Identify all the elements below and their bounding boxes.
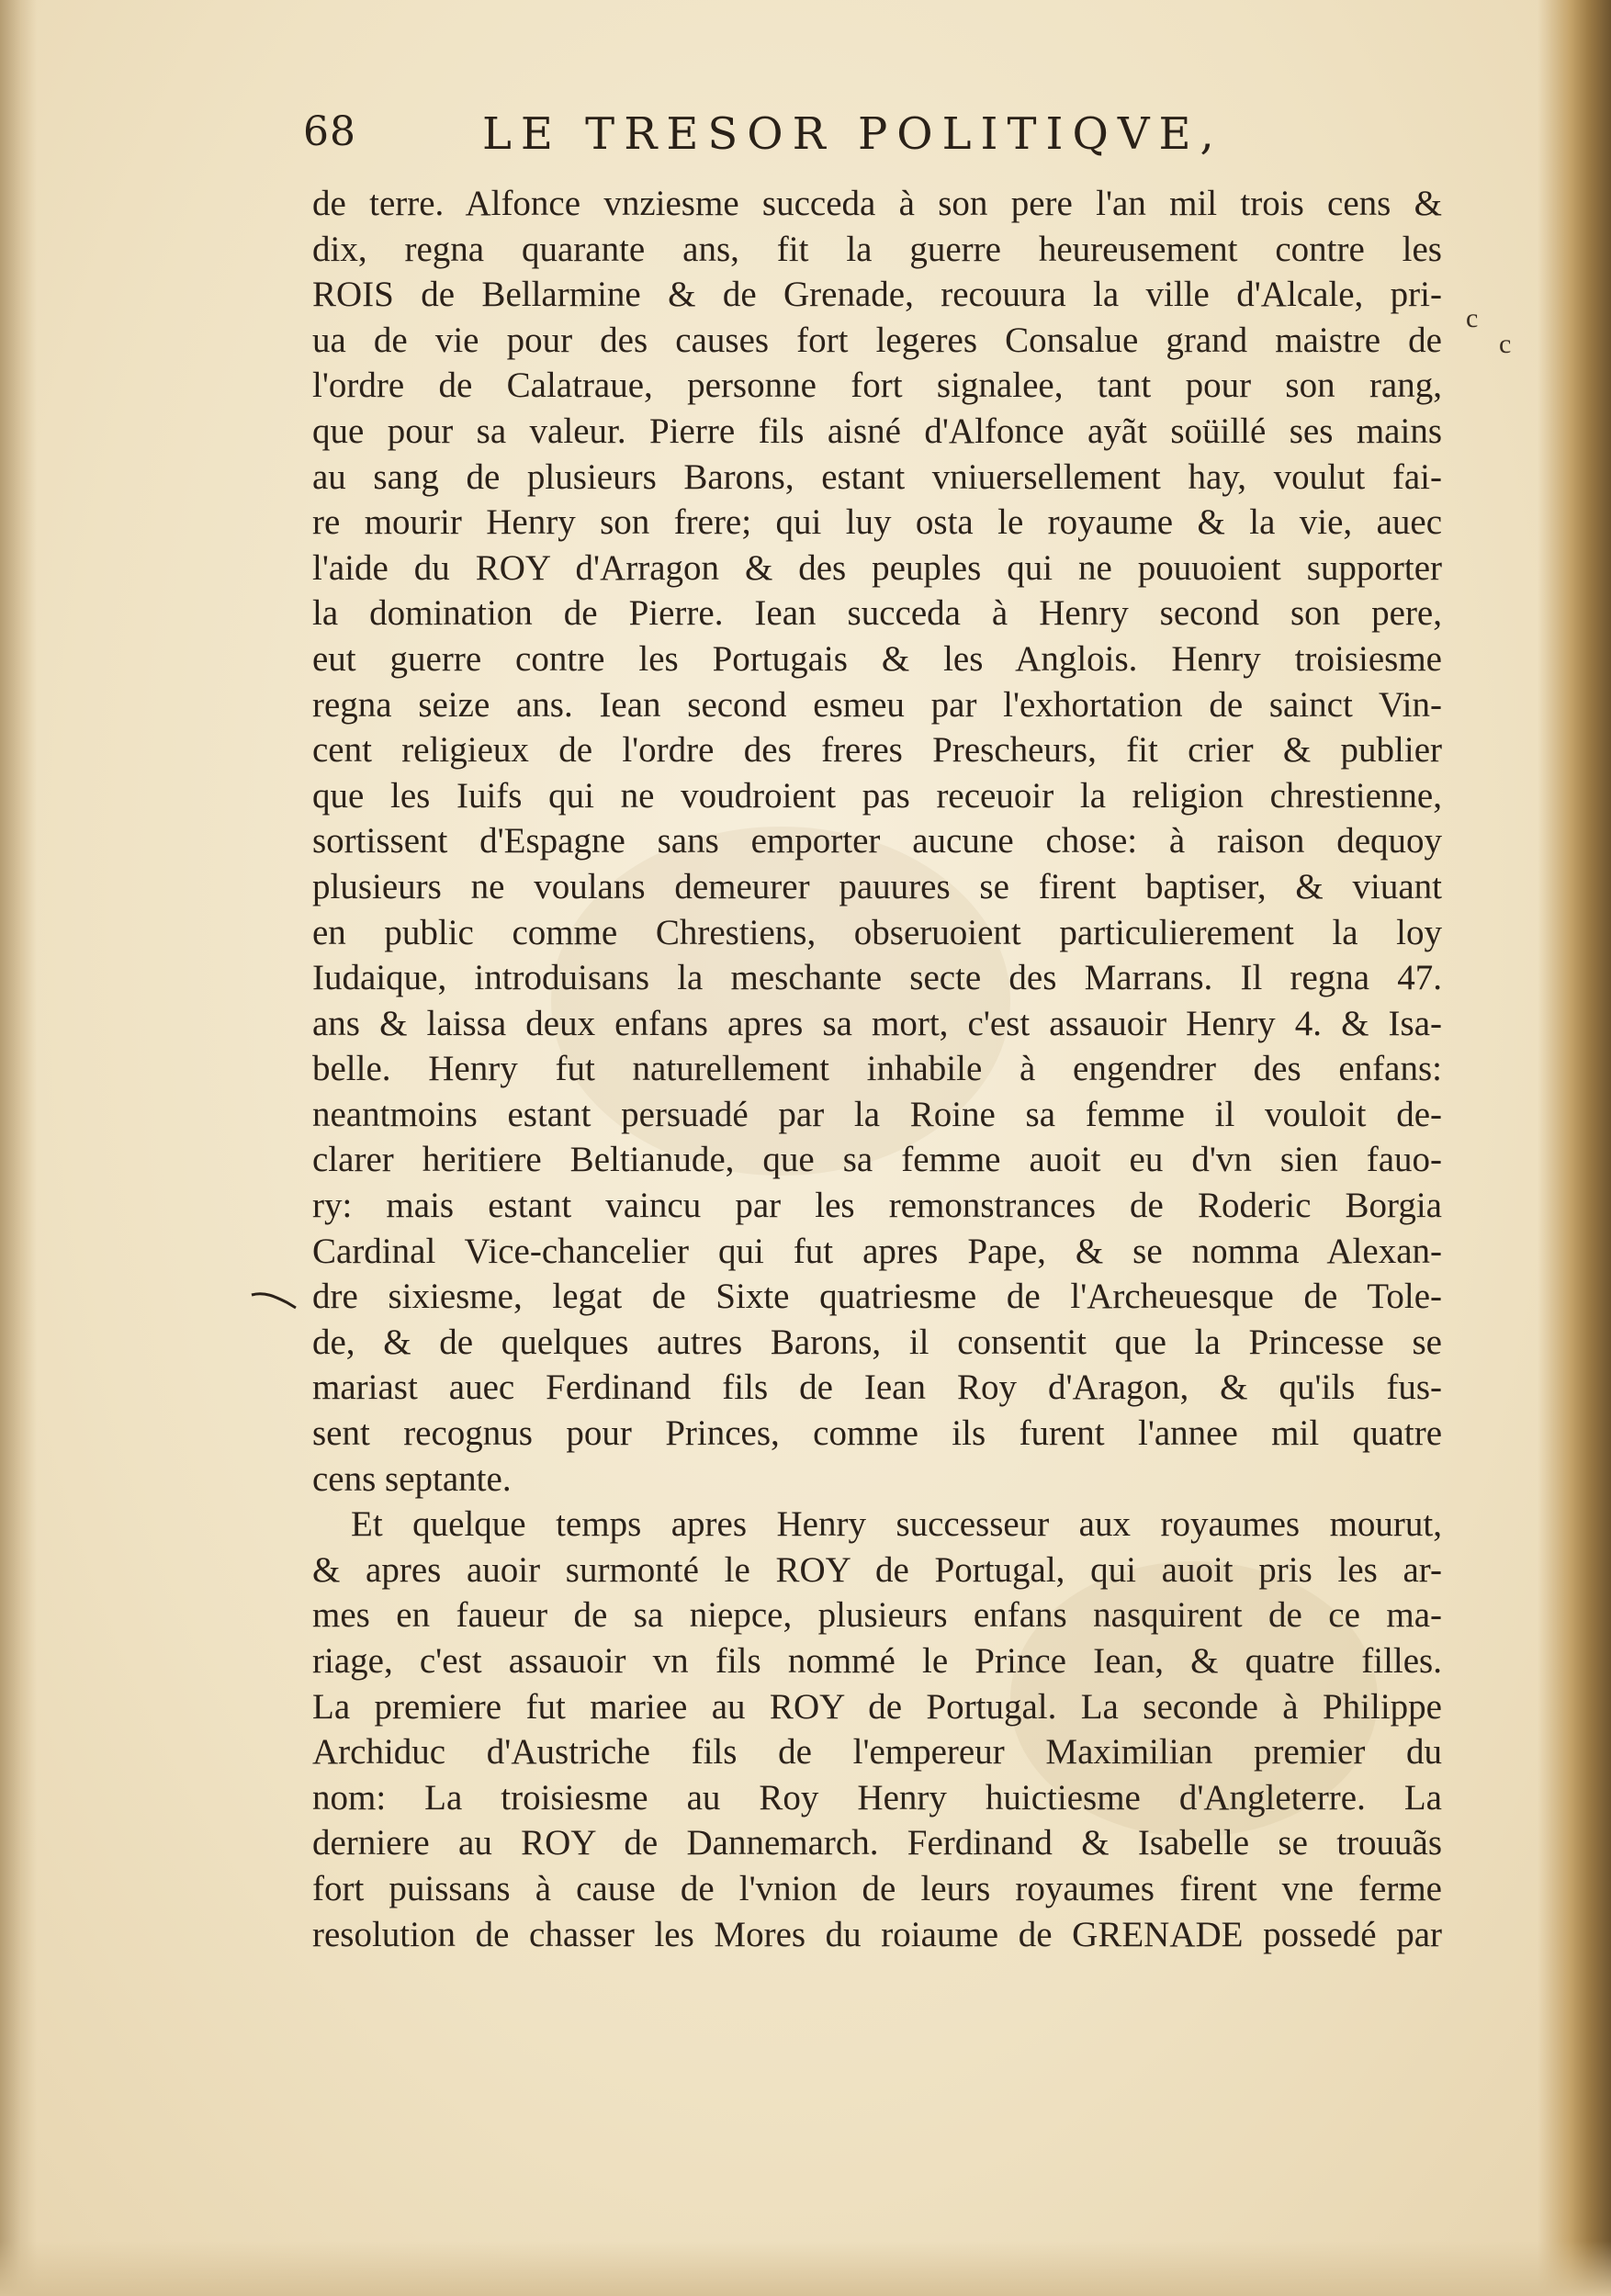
- text-line: derniere au ROY de Dannemarch. Ferdinand & Isabelle se trouuãs: [312, 1823, 1442, 1863]
- text-line: mariast auec Ferdinand fils de Iean Roy d'Aragon, & qu'ils fus-: [312, 1367, 1442, 1408]
- page-number: 68: [303, 108, 356, 155]
- text-line: neantmoins estant persuadé par la Roine sa femme il vouloit de-: [312, 1094, 1442, 1134]
- text-line: nom: La troisiesme au Roy Henry huictiesme d'Angleterre. La: [312, 1777, 1442, 1818]
- text-line: Et quelque temps apres Henry successeur aux royaumes mourut,: [351, 1504, 1442, 1545]
- binding-shadow: [0, 0, 37, 2296]
- margin-note: c: [1466, 303, 1479, 333]
- text-line: cens septante.: [312, 1458, 512, 1499]
- text-line: re mourir Henry son frere; qui luy osta le royaume & la vie, auec: [312, 502, 1442, 543]
- text-line: riage, c'est assauoir vn fils nommé le Prince Iean, & quatre filles.: [312, 1641, 1442, 1681]
- text-line: clarer heritiere Beltianude, que sa femme auoit eu d'vn sien fauo-: [312, 1140, 1442, 1180]
- text-line: regna seize ans. Iean second esmeu par l'exhortation de sainct Vin-: [312, 684, 1442, 725]
- body-text: [312, 181, 1442, 1957]
- text-line: sortissent d'Espagne sans emporter aucune chose: à raison dequoy: [312, 821, 1442, 861]
- text-line: plusieurs ne voulans demeurer pauures se firent baptiser, & viuant: [312, 866, 1442, 906]
- text-line: l'aide du ROY d'Arragon & des peuples qui ne pouuoient supporter: [312, 547, 1442, 588]
- text-line: fort puissans à cause de l'vnion de leurs royaumes firent vne ferme: [312, 1868, 1442, 1908]
- text-line: ans & laissa deux enfans apres sa mort, c'est assauoir Henry 4. & Isa-: [312, 1003, 1442, 1043]
- text-line: Archiduc d'Austriche fils de l'empereur Maximilian premier du: [312, 1732, 1442, 1773]
- text-line: dix, regna quarante ans, fit la guerre heureusement contre les: [312, 229, 1442, 269]
- text-line: resolution de chasser les Mores du roiaume de GRENADE possedé par: [312, 1914, 1442, 1954]
- text-line: belle. Henry fut naturellement inhabile à engendrer des enfans:: [312, 1049, 1442, 1089]
- text-line: ua de vie pour des causes fort legeres Consalue grand maistre de: [312, 320, 1442, 360]
- text-line: sent recognus pour Princes, comme ils furent l'annee mil quatre: [312, 1413, 1442, 1454]
- text-line: & apres auoir surmonté le ROY de Portugal, qui auoit pris les ar-: [312, 1549, 1442, 1590]
- text-line: que les Iuifs qui ne voudroient pas receuoir la religion chrestienne,: [312, 775, 1442, 816]
- page-bottom-edge: [0, 2241, 1611, 2296]
- text-line: dre sixiesme, legat de Sixte quatriesme de l'Archeuesque de Tole-: [312, 1277, 1442, 1317]
- margin-note: c: [1499, 329, 1512, 359]
- text-line: Cardinal Vice-chancelier qui fut apres Pape, & se nomma Alexan-: [312, 1231, 1442, 1271]
- text-line: la domination de Pierre. Iean succeda à Henry second son pere,: [312, 593, 1442, 634]
- text-line: eut guerre contre les Portugais & les Anglois. Henry troisiesme: [312, 638, 1442, 679]
- page-edge: [1538, 0, 1611, 2296]
- text-line: Iudaique, introduisans la meschante secte des Marrans. Il regna 47.: [312, 958, 1442, 998]
- text-line: au sang de plusieurs Barons, estant vniuersellement hay, voulut fai-: [312, 456, 1442, 497]
- ink-mark-icon: [248, 1286, 303, 1313]
- text-line: en public comme Chrestiens, obseruoient particulierement la loy: [312, 912, 1442, 952]
- text-line: cent religieux de l'ordre des freres Prescheurs, fit crier & publier: [312, 730, 1442, 771]
- text-line: mes en faueur de sa niepce, plusieurs enfans nasquirent de ce ma-: [312, 1595, 1442, 1636]
- text-line: de, & de quelques autres Barons, il consentit que la Princesse se: [312, 1322, 1442, 1362]
- running-title: LE TRESOR POLITIQVE,: [482, 108, 1223, 160]
- text-line: ry: mais estant vaincu par les remonstrances de Roderic Borgia: [312, 1186, 1442, 1226]
- text-line: ROIS de Bellarmine & de Grenade, recouura la ville d'Alcale, pri-: [312, 275, 1442, 315]
- text-line: l'ordre de Calatraue, personne fort signalee, tant pour son rang,: [312, 366, 1442, 406]
- text-line: de terre. Alfonce vnziesme succeda à son pere l'an mil trois cens &: [312, 184, 1442, 223]
- running-head: [303, 108, 1359, 173]
- text-line: que pour sa valeur. Pierre fils aisné d'Alfonce ayãt soüillé ses mains: [312, 411, 1442, 451]
- text-line: La premiere fut mariee au ROY de Portugal. La seconde à Philippe: [312, 1686, 1442, 1727]
